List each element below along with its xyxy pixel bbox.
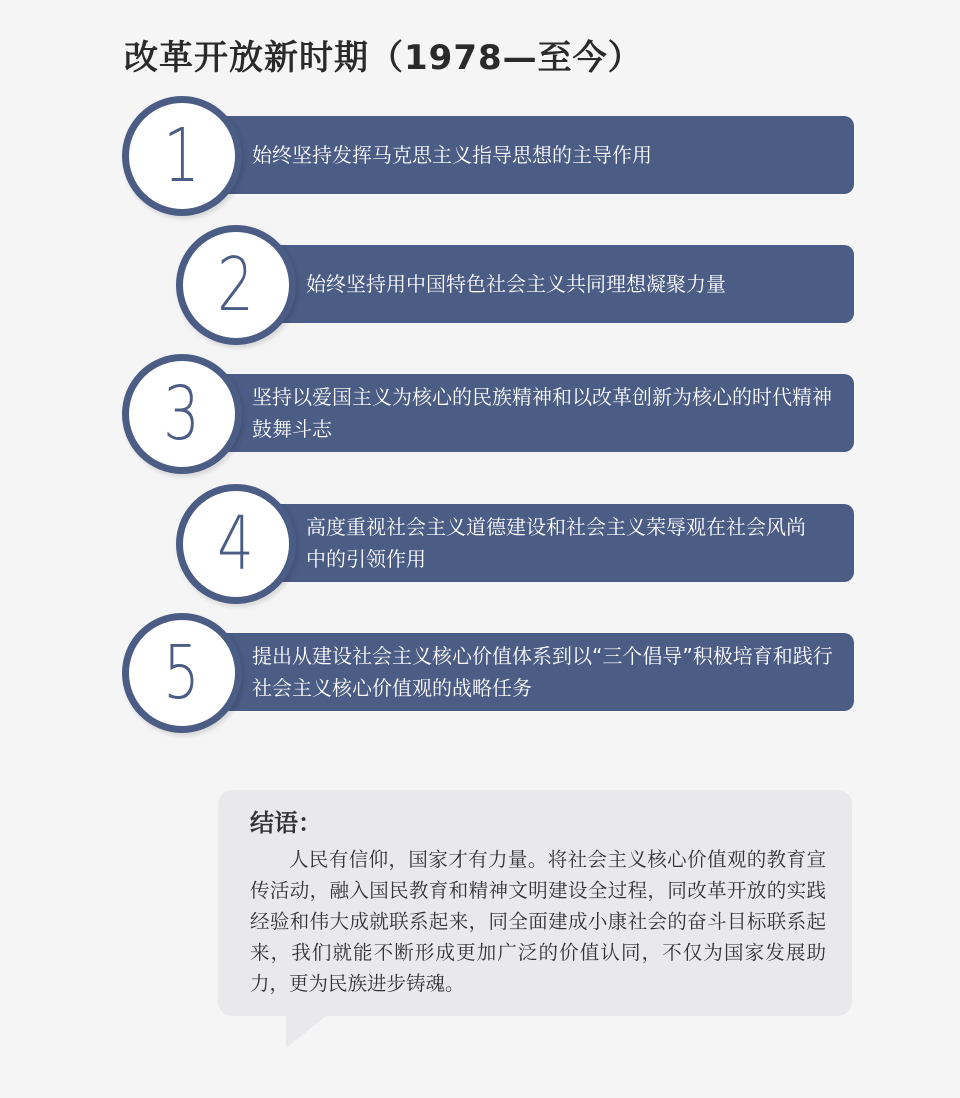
number-badge-3	[122, 354, 242, 474]
item-text: 坚持以爱国主义为核心的民族精神和以改革创新为核心的时代精神鼓舞斗志	[252, 385, 832, 441]
item-bar	[182, 633, 854, 711]
item-number: 4	[217, 501, 255, 587]
item-text: 提出从建设社会主义核心价值体系到以“三个倡导”积极培育和践行社会主义核心价值观的战略任务	[252, 644, 833, 700]
item-text: 始终坚持用中国特色社会主义共同理想凝聚力量	[306, 272, 726, 296]
list-item-2	[176, 225, 854, 345]
number-badge-5	[122, 613, 242, 733]
item-text: 高度重视社会主义道德建设和社会主义荣辱观在社会风尚中的引领作用	[306, 515, 806, 571]
item-number: 3	[163, 371, 201, 457]
item-number: 2	[217, 242, 255, 328]
list-item-3	[122, 354, 854, 474]
item-number: 5	[163, 630, 201, 716]
conclusion-body: 人民有信仰，国家才有力量。将社会主义核心价值观的教育宣传活动，融入国民教育和精神文明建设全过程，同改革开放的实践经验和伟大成就联系起来，同全面建成小康社会的奋斗目标联系起来，我们就能不断形成更加广泛的价值认同，不仅为国家发展助力，更为民族进步铸魂。	[250, 848, 826, 995]
item-text: 始终坚持发挥马克思主义指导思想的主导作用	[252, 143, 652, 167]
number-badge-1	[122, 96, 242, 216]
conclusion-box	[218, 790, 852, 1016]
list-item-4	[176, 484, 854, 604]
list-item-5	[122, 613, 854, 733]
list-item-1	[122, 96, 854, 216]
item-bar	[182, 374, 854, 452]
conclusion-title: 结语：	[250, 809, 322, 837]
item-bar	[236, 245, 854, 323]
item-bar	[236, 504, 854, 582]
number-badge-2	[176, 225, 296, 345]
item-number: 1	[163, 113, 201, 199]
item-bar	[182, 116, 854, 194]
number-badge-4	[176, 484, 296, 604]
page-title: 改革开放新时期（1978—至今）	[124, 38, 643, 78]
